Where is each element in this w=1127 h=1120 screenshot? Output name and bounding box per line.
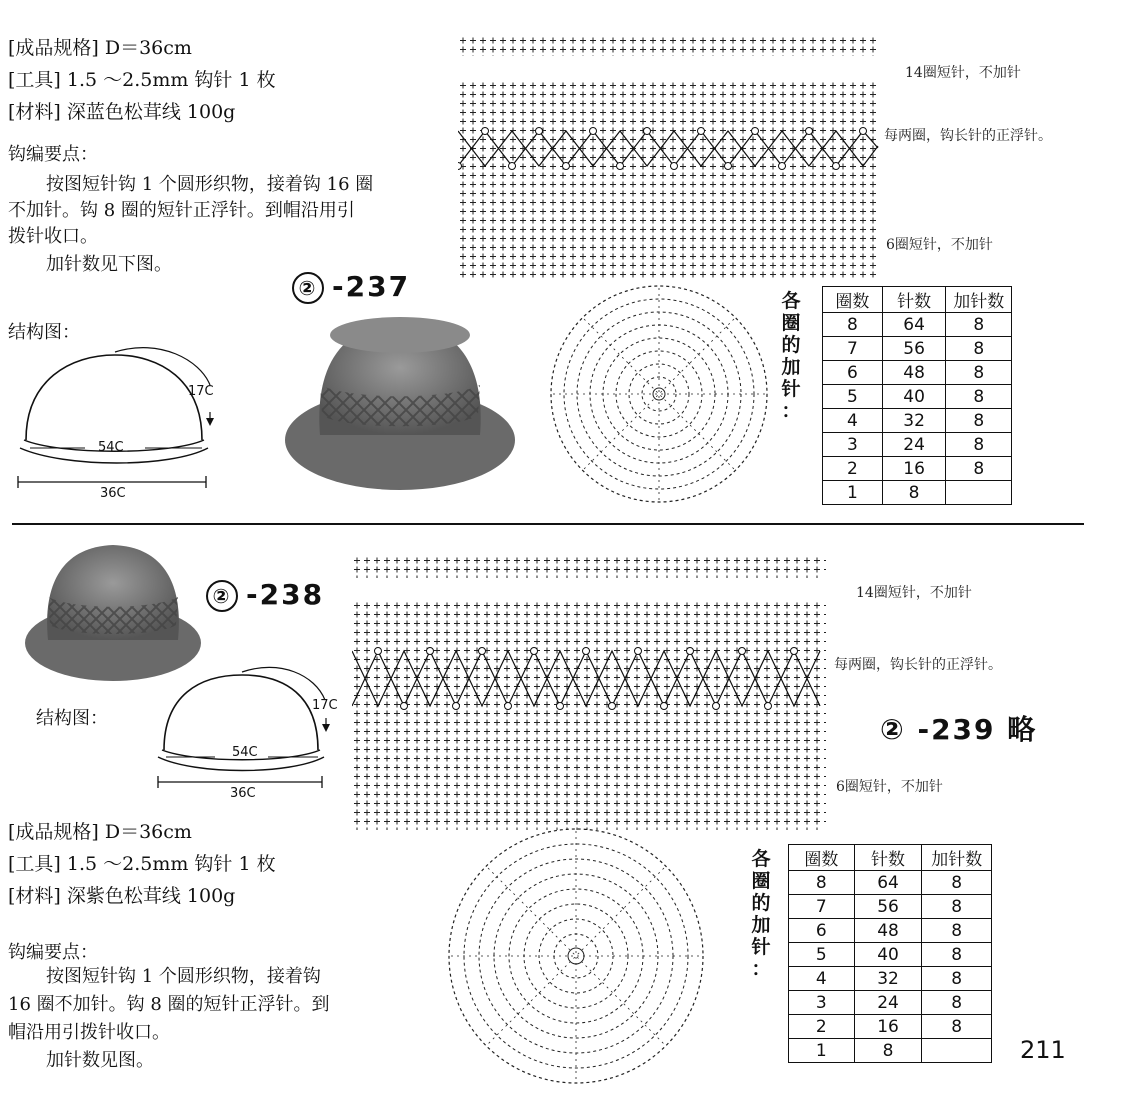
cell: 8 [882,481,946,505]
table-row [789,1039,992,1063]
side-char: 各 [781,290,801,312]
hat-structure-diagram [10,340,240,495]
header-increase: 加针数 [922,845,992,871]
cell: 8 [946,313,1012,337]
cell: 2 [789,1015,855,1039]
diagram-label-top: 17C [312,698,338,713]
cell: 8 [922,967,992,991]
side-char: 加 [781,356,801,378]
stitch-chart-237 [458,36,880,282]
diagram-label-bottom: 36C [100,486,126,501]
table-side-label [780,290,802,422]
table-row [789,895,992,919]
instructions-line: 不加针。钩 8 圈的短针正浮针。到帽沿用引 [8,200,355,221]
cell: 7 [823,337,883,361]
instructions-line: 帽沿用引拨针收口。 [8,1022,170,1043]
header-rounds: 圈数 [823,287,883,313]
cell: 7 [789,895,855,919]
cell: 32 [882,409,946,433]
cell: 64 [882,313,946,337]
cell: 8 [789,871,855,895]
model-number-237 [292,270,410,304]
table-row [823,337,1012,361]
cell: 56 [882,337,946,361]
increase-table-238 [788,844,992,1063]
side-char: 圈 [751,870,771,892]
round-stitch-chart-237 [548,283,770,505]
side-char: 的 [781,334,801,356]
side-char: 的 [751,892,771,914]
cell: 64 [854,871,922,895]
chart-note-middle: 每两圈，钩长针的正浮针。 [834,657,1002,673]
instructions-title: 钩编要点： [8,144,98,165]
hat-structure-diagram [150,655,340,805]
side-char: 针 [781,378,801,400]
table-row [823,457,1012,481]
diagram-label-middle: 54C [98,440,124,455]
cell: 8 [922,1015,992,1039]
diagram-label-middle: 54C [232,745,258,760]
cell: 8 [922,943,992,967]
cell: 48 [854,919,922,943]
cell: 32 [854,967,922,991]
cell: 48 [882,361,946,385]
cell: 8 [922,871,992,895]
chart-note-bottom: 6圈短针，不加针 [836,779,943,795]
table-row [823,385,1012,409]
round-stitch-chart-238 [446,826,706,1086]
header-stitches: 针数 [854,845,922,871]
section-divider [12,523,1084,525]
circled-number: ② [292,272,324,304]
instructions-line: 按图短针钩 1 个圆形织物，接着钩 16 圈 [46,174,374,195]
page-number: 211 [1020,1036,1066,1064]
spec-tool: [工具] 1.5 ～2.5mm 钩针 1 枚 [8,853,276,875]
side-char: 各 [751,848,771,870]
table-row [823,361,1012,385]
circled-number: ② [206,580,238,612]
cell: 5 [789,943,855,967]
cell: 56 [854,895,922,919]
instructions-line: 加针数见下图。 [46,254,172,275]
cell: 24 [882,433,946,457]
increase-table-237 [822,286,1012,505]
chart-note-bottom: 6圈短针，不加针 [886,237,993,253]
diagram-label-bottom: 36C [230,786,256,801]
table-row [823,313,1012,337]
stitch-chart-238 [352,556,828,832]
table-row [823,481,1012,505]
cell: 1 [789,1039,855,1063]
instructions-line: 拨针收口。 [8,226,98,247]
cell: 8 [823,313,883,337]
cell: 4 [823,409,883,433]
diagram-label-top: 17C [188,384,214,399]
cell: 8 [946,337,1012,361]
table-side-label [750,848,772,980]
cell [946,481,1012,505]
hat-photo-237 [280,305,520,495]
spec-size: [成品规格] D＝36cm [8,821,192,843]
table-row [789,943,992,967]
side-char: ： [751,958,771,980]
model-number-239-omitted: ② -239 略 [880,713,1038,746]
cell: 8 [946,385,1012,409]
cell: 2 [823,457,883,481]
table-row [789,1015,992,1039]
chart-note-top: 14圈短针，不加针 [905,65,1021,81]
side-char: ： [781,400,801,422]
cell: 8 [922,895,992,919]
cell: 8 [946,433,1012,457]
header-increase: 加针数 [946,287,1012,313]
spec-size: [成品规格] D＝36cm [8,37,192,59]
chart-note-top: 14圈短针，不加针 [856,585,972,601]
instructions-line: 加针数见图。 [46,1050,154,1071]
table-row [789,871,992,895]
cell: 40 [854,943,922,967]
cell: 3 [823,433,883,457]
cell: 16 [882,457,946,481]
cell: 8 [946,361,1012,385]
cell: 5 [823,385,883,409]
cell: 16 [854,1015,922,1039]
header-rounds: 圈数 [789,845,855,871]
model-code: -238 [246,578,325,611]
cell [922,1039,992,1063]
table-row [789,991,992,1015]
cell: 3 [789,991,855,1015]
spec-tool: [工具] 1.5 ～2.5mm 钩针 1 枚 [8,69,276,91]
cell: 8 [922,919,992,943]
table-row [823,409,1012,433]
instructions-title: 钩编要点： [8,942,98,963]
cell: 8 [854,1039,922,1063]
cell: 4 [789,967,855,991]
structure-label: 结构图： [8,322,80,343]
header-stitches: 针数 [882,287,946,313]
cell: 8 [946,409,1012,433]
spec-material: [材料] 深紫色松茸线 100g [8,885,236,907]
cell: 8 [946,457,1012,481]
cell: 6 [789,919,855,943]
model-code: -237 [332,270,411,303]
side-char: 加 [751,914,771,936]
cell: 1 [823,481,883,505]
table-row [823,433,1012,457]
chart-note-middle: 每两圈，钩长针的正浮针。 [884,128,1052,144]
model-number-238 [206,578,324,612]
side-char: 针 [751,936,771,958]
cell: 8 [922,991,992,1015]
cell: 24 [854,991,922,1015]
structure-label: 结构图： [36,708,108,729]
instructions-line: 按图短针钩 1 个圆形织物，接着钩 [46,966,321,987]
cell: 40 [882,385,946,409]
spec-material: [材料] 深蓝色松茸线 100g [8,101,236,123]
table-row [789,919,992,943]
table-row [789,967,992,991]
side-char: 圈 [781,312,801,334]
cell: 6 [823,361,883,385]
instructions-line: 16 圈不加针。钩 8 圈的短针正浮针。到 [8,994,330,1015]
